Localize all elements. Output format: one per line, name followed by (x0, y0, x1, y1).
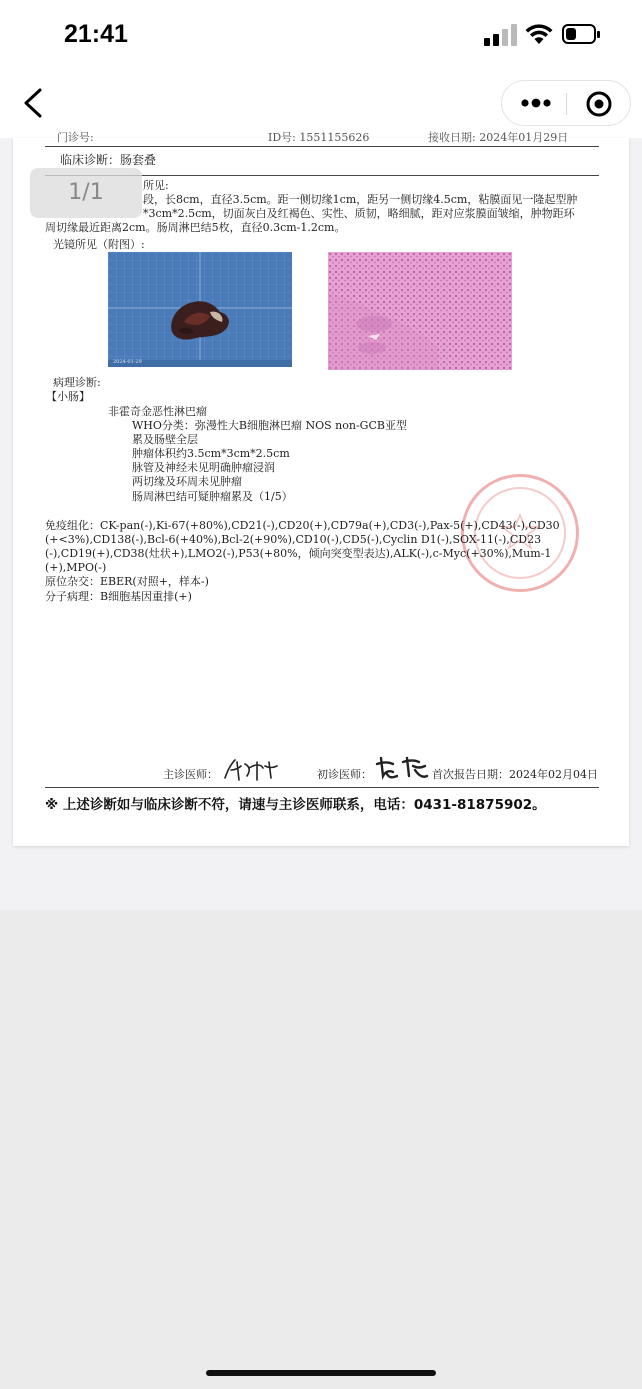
close-miniprogram-icon[interactable] (585, 90, 613, 118)
capsule-divider (566, 93, 567, 115)
pathology-label: 病理诊断: (53, 376, 101, 389)
first-report-date: 首次报告日期：2024年02月04日 (432, 768, 598, 781)
microscopy-label: 光镜所见（附图）: (53, 238, 145, 251)
he-micrograph (328, 252, 512, 370)
nav-bar (0, 72, 642, 138)
gross-label: 所见: (143, 179, 169, 192)
gross-line-1: 段，长8cm，直径3.5cm。距一侧切缘1cm，距另一侧切缘4.5cm，粘膜面见一隆起型肿 (143, 193, 578, 206)
clipped-receive-date: 接收日期: 2024年01月29日 (428, 131, 569, 144)
ihc-line-2: (+<3%),CD138(-),Bcl-6(+40%),Bcl-2(+90%),CD10(-),CD5(-),Cyclin D1(-),SOX-11(-),CD23 (45, 533, 542, 546)
cellular-signal-icon (484, 24, 518, 46)
attending-signature-text (221, 778, 224, 792)
status-time: 21:41 (64, 20, 128, 48)
diagnosis-line-1: 非霍奇金恶性淋巴瘤 (108, 405, 207, 418)
ihc-line-3: (-),CD19(+),CD38(灶状+),LMO2(-),P53(+80%，倾向突变型表达),ALK(-),c-Myc(+30%),Mum-1 (45, 547, 552, 560)
contact-notice: ※ 上述诊断如与临床诊断不符，请速与主诊医师联系，电话：0431-81875902。 (45, 797, 546, 813)
page-indicator: 1/1 (30, 168, 142, 218)
home-indicator[interactable] (206, 1370, 436, 1376)
diagnosis-line-7: 肠周淋巴结可疑肿瘤累及（1/5） (132, 490, 293, 503)
battery-icon (562, 24, 596, 44)
clipped-outpatient-number: 门诊号: (57, 131, 94, 144)
molecular-pathology: 分子病理：B细胞基因重排(+) (45, 590, 192, 603)
status-bar (0, 0, 642, 72)
attending-physician-label: 主诊医师： (163, 768, 218, 781)
diagnosis-line-5: 脉管及神经未见明确肿瘤浸润 (132, 461, 275, 474)
clinical-diagnosis: 临床诊断：肠套叠 (60, 153, 157, 167)
gross-image-caption: 2024-01-29 (113, 359, 142, 365)
diagnosis-line-6: 两切缘及环周未见肿瘤 (132, 475, 242, 488)
document-viewer[interactable] (0, 131, 642, 910)
more-options-icon[interactable] (520, 92, 552, 114)
signature-rule (45, 787, 599, 788)
gross-line-2: *3cm*2.5cm，切面灰白及红褐色、实性、质韧，略细腻，距对应浆膜面皱缩，肿物距环 (143, 207, 575, 220)
in-situ-hybridization: 原位杂交：EBER(对照+，样本-) (45, 575, 209, 588)
diagnosis-line-2: WHO分类：弥漫性大B细胞淋巴瘤 NOS non-GCB亚型 (132, 419, 407, 432)
diagnosis-line-4: 肿瘤体积约3.5cm*3cm*2.5cm (132, 447, 290, 460)
initial-signature-image (373, 754, 429, 782)
microscopy-image (328, 252, 512, 370)
initial-physician-label: 初诊医师： (317, 768, 372, 781)
clipped-id-number: ID号: 1551155626 (268, 131, 370, 144)
specimen-site: 【小肠】 (46, 390, 90, 403)
back-arrow-icon[interactable] (18, 86, 50, 120)
diagnosis-line-3: 累及肠壁全层 (132, 433, 198, 446)
initial-signature-text (373, 778, 375, 792)
ihc-line-4: (+),MPO(-) (45, 561, 107, 574)
header-rule (45, 146, 599, 147)
miniprogram-capsule (501, 80, 631, 126)
gross-specimen-photo (108, 252, 292, 367)
gross-line-3: 周切缘最近距离2cm。肠周淋巴结5枚，直径0.3cm-1.2cm。 (45, 221, 346, 234)
gross-specimen-image (108, 252, 292, 367)
attending-signature-image (221, 756, 279, 784)
ihc-line-1: 免疫组化：CK-pan(-),Ki-67(+80%),CD21(-),CD20(+),CD79a(+),CD3(-),Pax-5(+),CD43(-),CD30 (45, 519, 560, 532)
pathology-report-page (13, 131, 629, 846)
wifi-icon (524, 22, 554, 46)
